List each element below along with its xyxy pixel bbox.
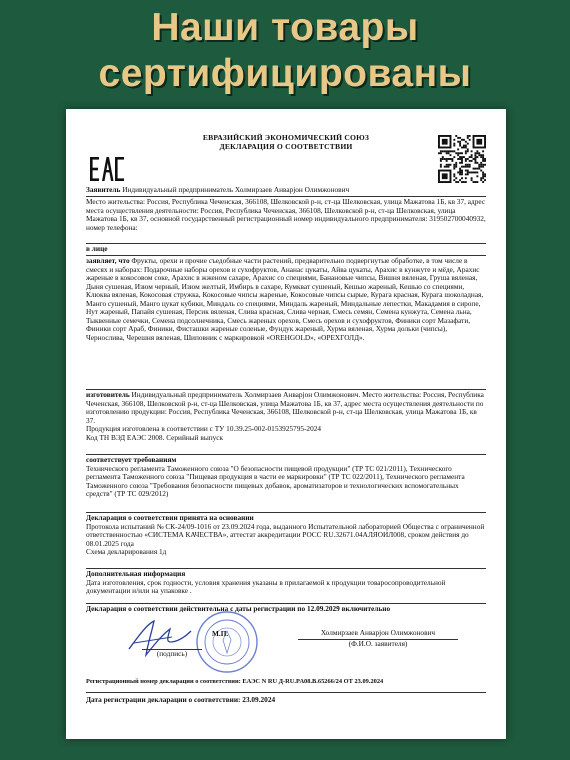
requirements-text: Технического регламента Таможенного союза "О безопасности пищевой продукции" (ТР ТС 021/2011), Технического регламента Таможенного союза "Пищевая продукция в части ее маркировки" (ТР ТС 022/2011), Технического регламента Таможенного союза "Требования безопасности пищевых добавок, ароматизаторов и технологических вспомогательных средств" (ТР ТС 029/2012) [86, 463, 465, 498]
banner-title-line1: Наши товары [151, 6, 419, 49]
stamp-icon [194, 609, 260, 675]
applicant-signer-name: Холмирзаев Анварjон Олимжонович [320, 628, 436, 637]
manufacturer-spec: Продукция изготовлена в соответствии с ТУ 10.39.25-002-0153925795-2024 [86, 424, 322, 433]
qr-code-icon [438, 135, 486, 183]
document-header [166, 133, 406, 151]
signature-label: (подпись) [142, 649, 202, 659]
requirements-label: соответствует требованиям [86, 455, 177, 464]
basis-text: Протокола испытаний № СК-24/09-1016 от 23.09.2024 года, выданного Испытательной лабораторией Общества с ограниченной ответственностью «СИСТЕМА КАЧЕСТВА», аттестат аккредитации РОСС RU.32671.04АЛЯОИЛ008, сроком действия до 08.01.2025 года [86, 521, 485, 548]
manufacturer-text: Индивидуальный предприниматель Холмирзаев Анварjон Олимжонович. Место жительства: Россия, Республика Чеченская, 366108, Шелковской р-н, ст-ца Шелковская, улица Мажатова 1Б, кв 37, адрес места осуществления деятельности по изготовлению продукции: Россия, Республика Чеченская, 366108, Шелковской р-н, ст-ца Шелковская, улица Мажатова 1Б, кв 37. [86, 390, 484, 425]
declaration-document [66, 109, 506, 739]
applicant-person: в лице [86, 244, 108, 253]
validity-text: Декларация о соответствии действительна с даты регистрации по 12.09.2029 включительно [86, 604, 391, 613]
applicant-address: Место жительства: Россия, Республика Чеченская, 366108, Шелковской р-н, ст-ца Шелковская, улица Мажатова 1Б, кв 37, адрес места осуществления деятельности: Россия, Республика Чеченская, 366108, Шелковской р-н, ст-ца Шелковская, улица Мажатова 1Б, кв 37, основной государственный регистрационный номер индивидуального предпринимателя: 319502700040932, номер телефона: [86, 197, 486, 232]
divider [86, 692, 486, 693]
manufacturer-code: Код ТН ВЭД ЕАЭС 2008. Серийный выпуск [86, 432, 224, 442]
basis-scheme: Схема декларирования 1д [86, 547, 167, 556]
extra-info-text: Дата изготовления, срок годности, условия хранения указаны в прилагаемой к продукции товаросопроводительной документации и/или на упаковке . [86, 577, 446, 595]
declares-text: Фрукты, орехи и прочие съедобные части растений, предварительно подвергнутые обработке, в том числе в смесях и наборах: Подарочные наборы орехов и сухофруктов, Ананас цукаты, Айва цукаты, Арахис в кунжуте и мёде, Арахис жареные в кокосовом соке, Арахис в жженом сахаре, Арахис со специями, Банановые чипсы, Вишня вяленая, Груша вяленая, Дыня сушеная, Изюм черный, Изюм желтый, Имбирь в сахаре, Кумкват сушеный, Кешью жареный, Кешью со специями, Клюква вяленая, Кокосовая стружка, Кокосовые чипсы жареные, Кокосовые чипсы сырые, Курага красная, Курага шоколадная, Манго сушеный, Манго цукат кубики, Миндаль со специями, Миндаль жареный, Миндальные лепестки, Макадамия в сиропе, Нут жареный, Папайя сушеная, Персик вяленая, Слива красная, Слива черная, Смесь семян, Семена кунжута, Семена льна, Тыквенные семечки, Семена подсолнечника, Смесь жареных орехов, Смесь орехов и сухофруктов, Финики сорт Мазафати, Финики сорт Араб, Финики, Фисташки жареные соленые, Фундук жареный, Хурма вяленая, Хурма дольки (чипсы), Чернослива, Черешня вяленая, Шиповник с маркировкой «OREHGOLD», «ОРЕХГОЛД». [86, 256, 484, 342]
applicant-label: Заявитель [86, 185, 121, 194]
extra-info-label: Дополнительная информация [86, 569, 186, 578]
stamp-label: М.П. [212, 629, 229, 638]
signer-name-label: (Ф.И.О. заявителя) [298, 639, 458, 649]
registration-date: Дата регистрации декларации о соответствии: 23.09.2024 [86, 695, 276, 704]
banner-title-line2: сертифицированы [98, 52, 472, 95]
applicant-section [86, 186, 486, 195]
declaration-title: ДЕКЛАРАЦИЯ О СООТВЕТСТВИИ [219, 142, 353, 151]
extra-info-section [86, 570, 486, 596]
basis-label: Декларация о соответствии принята на основании [86, 513, 254, 522]
union-title: ЕВРАЗИЙСКИЙ ЭКОНОМИЧЕСКИЙ СОЮЗ [202, 133, 370, 142]
applicant-name: Индивидуальный предприниматель Холмирзаев Анварjон Олимжонович [122, 185, 350, 194]
manufacturer-label: изготовитель [86, 390, 130, 399]
eac-logo-icon [90, 155, 124, 185]
basis-section [86, 514, 486, 557]
declares-section [86, 257, 486, 342]
manufacturer-section [86, 391, 486, 442]
declares-label: заявляет, что [86, 256, 130, 265]
divider [86, 243, 486, 244]
requirements-section [86, 456, 486, 499]
registration-number: Регистрационный номер декларации о соответствии: ЕАЭС N RU Д-RU.PA08.B.65266/24 ОТ 23.09.2024 [86, 678, 384, 685]
